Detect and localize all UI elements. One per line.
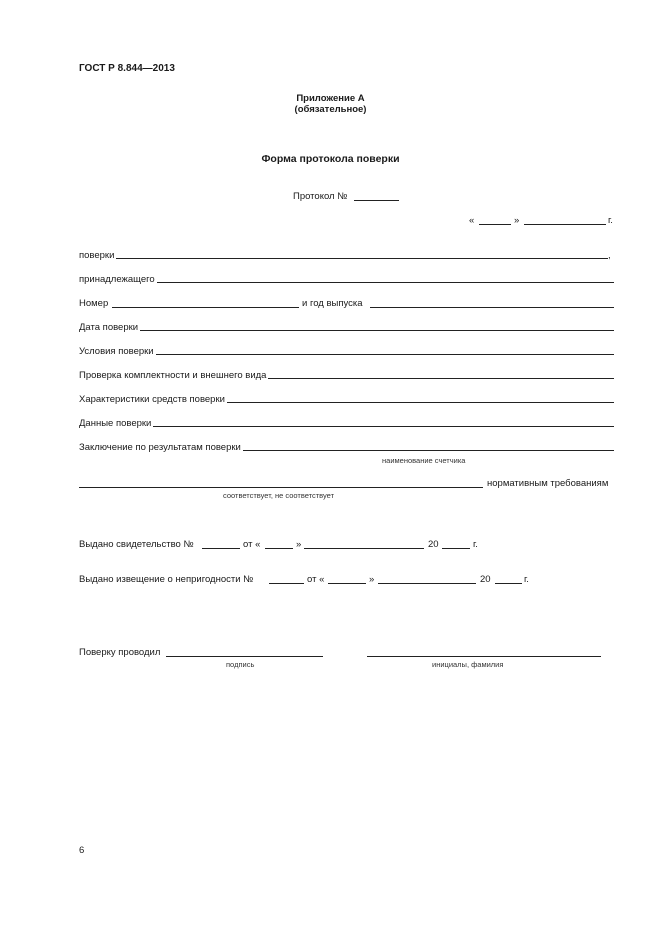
date-blank xyxy=(140,330,614,331)
certificate-year-prefix: 20 xyxy=(428,539,439,550)
certificate-month-blank xyxy=(304,548,424,549)
verification-label: поверки xyxy=(79,250,115,261)
date-month-blank xyxy=(524,224,606,225)
verification-blank xyxy=(116,258,608,259)
standard-code: ГОСТ Р 8.844—2013 xyxy=(79,63,175,74)
year-label: и год выпуска xyxy=(302,298,363,309)
signature-caption: подпись xyxy=(226,660,255,669)
complies-caption: соответствует, не соответствует xyxy=(223,491,335,500)
name-caption: инициалы, фамилия xyxy=(432,660,504,669)
normative-label: нормативным требованиям xyxy=(487,478,609,489)
row-instruments xyxy=(79,394,614,405)
row-completeness xyxy=(79,370,614,381)
certificate-year-suffix: г. xyxy=(473,539,478,550)
notice-day-blank xyxy=(328,583,366,584)
conditions-label: Условия поверки xyxy=(79,346,154,357)
instruments-label: Характеристики средств поверки xyxy=(79,394,225,405)
certificate-year-blank xyxy=(442,548,470,549)
belonging-label: принадлежащего xyxy=(79,274,155,285)
instruments-blank xyxy=(227,402,614,403)
row-data xyxy=(79,418,614,429)
signature-blank xyxy=(166,656,323,657)
verification-comma: , xyxy=(608,250,611,261)
row-belonging xyxy=(79,274,614,285)
certificate-close-quote: » xyxy=(296,539,302,550)
meter-name-caption: наименование счетчика xyxy=(382,456,466,465)
protocol-label: Протокол № xyxy=(293,191,348,202)
notice-close-quote: » xyxy=(369,574,375,585)
notice-from: от « xyxy=(307,574,325,585)
protocol-number-blank xyxy=(354,200,399,201)
row-date xyxy=(79,322,614,333)
conditions-blank xyxy=(156,354,614,355)
row-verification xyxy=(79,250,608,261)
form-title: Форма протокола поверки xyxy=(261,153,400,165)
number-label: Номер xyxy=(79,298,109,309)
notice-year-blank xyxy=(495,583,522,584)
signature-label: Поверку проводил xyxy=(79,647,161,658)
data-label: Данные поверки xyxy=(79,418,152,429)
date-label: Дата поверки xyxy=(79,322,139,333)
complies-blank xyxy=(79,487,483,488)
certificate-day-blank xyxy=(265,548,293,549)
appendix-status: (обязательное) xyxy=(294,104,367,115)
conclusion-blank xyxy=(243,450,614,451)
certificate-number-blank xyxy=(202,548,240,549)
row-conditions xyxy=(79,346,614,357)
date-close-quote: » xyxy=(514,215,520,226)
year-blank xyxy=(370,307,614,308)
appendix-title: Приложение А xyxy=(296,93,365,104)
notice-number-blank xyxy=(269,583,304,584)
number-blank xyxy=(112,307,299,308)
conclusion-label: Заключение по результатам поверки xyxy=(79,442,241,453)
date-open-quote: « xyxy=(469,215,475,226)
notice-year-prefix: 20 xyxy=(480,574,491,585)
notice-month-blank xyxy=(378,583,476,584)
page-number: 6 xyxy=(79,845,85,856)
row-conclusion xyxy=(79,442,614,453)
date-day-blank xyxy=(479,224,511,225)
notice-year-suffix: г. xyxy=(524,574,529,585)
completeness-label: Проверка комплектности и внешнего вида xyxy=(79,370,267,381)
completeness-blank xyxy=(268,378,614,379)
data-blank xyxy=(153,426,614,427)
belonging-blank xyxy=(157,282,614,283)
name-blank xyxy=(367,656,601,657)
certificate-from: от « xyxy=(243,539,261,550)
certificate-label: Выдано свидетельство № xyxy=(79,539,194,550)
notice-label: Выдано извещение о непригодности № xyxy=(79,574,254,585)
date-year-suffix: г. xyxy=(608,215,613,226)
